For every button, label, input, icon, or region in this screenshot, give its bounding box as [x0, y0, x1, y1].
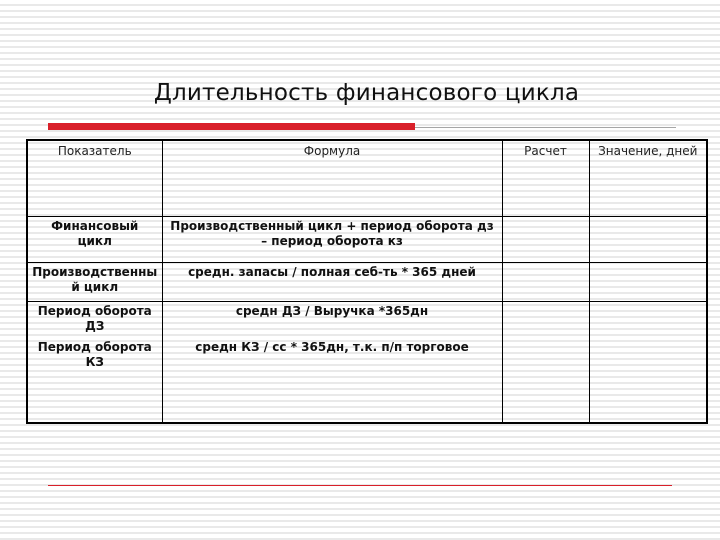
slide-title: Длительность финансового цикла — [153, 80, 580, 106]
cell-formula: средн. запасы / полная себ-ть * 365 дней — [162, 263, 502, 302]
header-indicator: Показатель — [27, 140, 162, 217]
header-formula: Формула — [162, 140, 502, 217]
table-row — [27, 217, 707, 263]
cell-value[interactable] — [589, 302, 707, 339]
table-header-row — [27, 140, 707, 217]
cell-value[interactable] — [589, 217, 707, 263]
cell-indicator: Период оборота ДЗ — [27, 302, 162, 339]
financial-cycle-table — [26, 139, 708, 424]
table-row — [27, 302, 707, 339]
header-calculation: Расчет — [502, 140, 589, 217]
cell-calculation[interactable] — [502, 338, 589, 423]
cell-formula: средн КЗ / сс * 365дн, т.к. п/п торговое — [162, 338, 502, 423]
table-row — [27, 263, 707, 302]
cell-indicator: Производственный цикл — [27, 263, 162, 302]
cell-value[interactable] — [589, 338, 707, 423]
cell-value[interactable] — [589, 263, 707, 302]
cell-formula: Производственный цикл + период оборота дз – период оборота кз — [162, 217, 502, 263]
title-accent-bar — [48, 123, 415, 130]
cell-calculation[interactable] — [502, 302, 589, 339]
footer-divider — [48, 485, 672, 486]
cell-indicator: Финансовый цикл — [27, 217, 162, 263]
cell-indicator: Период оборота КЗ — [27, 338, 162, 423]
header-value: Значение, дней — [589, 140, 707, 217]
cell-calculation[interactable] — [502, 263, 589, 302]
cell-calculation[interactable] — [502, 217, 589, 263]
table-row — [27, 338, 707, 423]
cell-formula: средн ДЗ / Выручка *365дн — [162, 302, 502, 339]
